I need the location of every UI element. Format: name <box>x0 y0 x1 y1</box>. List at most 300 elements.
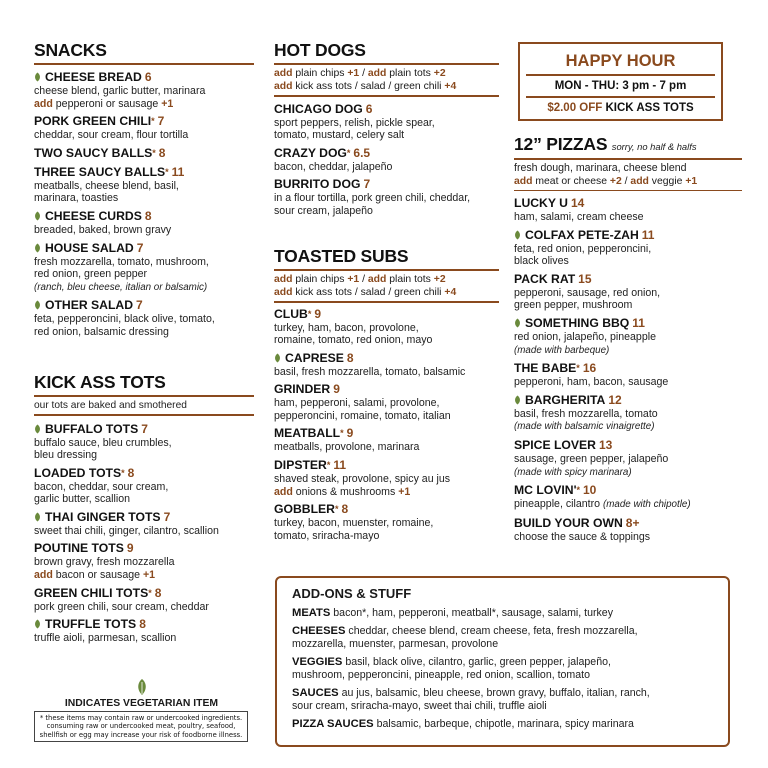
menu-item-description: truffle aioli, parmesan, scallion <box>34 632 177 645</box>
menu-item <box>34 209 254 237</box>
menu-item-price: 7 <box>157 114 165 129</box>
menu-item-description: romaine, tomato, red onion, mayo <box>274 334 433 347</box>
star-marker: * <box>326 460 331 471</box>
menu-item-name: BUFFALO TOTS <box>45 421 139 436</box>
star-marker: * <box>334 504 339 515</box>
menu-item-description: tomato, sriracha-mayo <box>274 529 380 542</box>
menu-item-name: MEATBALL <box>274 426 341 441</box>
add-on-line <box>292 669 713 682</box>
menu-item <box>34 241 254 295</box>
pizzas-section <box>514 134 742 543</box>
menu-item-price: 15 <box>578 271 592 286</box>
column-right <box>514 0 742 543</box>
add-on-options: mushroom, pepperoncini, pineapple, red onion, scallion, tomato <box>292 669 590 681</box>
menu-item <box>274 458 499 498</box>
vegetarian-legend <box>34 678 249 709</box>
leaf-icon <box>34 243 41 253</box>
leaf-icon <box>34 424 41 434</box>
leaf-icon <box>514 230 521 240</box>
star-marker: * <box>165 166 169 177</box>
menu-item-note: (made with chipotle) <box>602 499 691 511</box>
section-note: sorry, no half & halfs <box>611 141 697 152</box>
deal-item: KICK ASS TOTS <box>605 102 694 114</box>
add-on-category: MEATS <box>292 607 331 619</box>
menu-item-add-on <box>34 98 254 111</box>
menu-item-header <box>34 617 254 632</box>
menu-item-description: breaded, baked, brown gravy <box>34 223 172 236</box>
menu-item-price: 12 <box>608 392 622 407</box>
star-marker: * <box>576 363 580 374</box>
add-on-options: sour cream, sriracha-mayo, sweet thai chili, truffle aioli <box>292 700 547 712</box>
menu-item-description: red onion, balsamic dressing <box>34 325 169 338</box>
add-label: add <box>274 287 293 298</box>
menu-item-header <box>514 483 742 498</box>
menu-item-header <box>514 272 742 287</box>
disclaimer-line: consuming raw or undercooked meat, poultry, seafood, <box>46 722 236 731</box>
menu-item-description: ham, pepperoni, salami, provolone, <box>274 397 440 410</box>
add-text: plain chips <box>292 68 348 79</box>
divider <box>34 395 254 397</box>
divider <box>514 158 742 160</box>
section-title: 12” PIZZAS <box>514 134 608 154</box>
subs-section <box>274 246 499 542</box>
add-price: +1 <box>398 485 411 498</box>
menu-item-note <box>514 420 742 434</box>
menu-item-price: 8+ <box>625 515 640 530</box>
add-on-options: au jus, balsamic, bleu cheese, brown gravy, buffalo, italian, ranch, <box>341 687 650 699</box>
menu-item-name: LOADED TOTS <box>34 465 122 480</box>
menu-item <box>34 586 254 614</box>
menu-item-price: 6 <box>365 101 373 116</box>
add-on-line <box>274 286 499 299</box>
add-on-options: mozzarella, muenster, parmesan, provolone <box>292 638 499 650</box>
menu-item-description: red onion, jalapeño, pineapple <box>514 331 656 344</box>
menu-item-name: PORK GREEN CHILI <box>34 114 152 129</box>
menu-item-name: CHEESE CURDS <box>45 208 142 223</box>
menu-item-description: marinara, toasties <box>34 192 119 205</box>
menu-item <box>274 351 499 379</box>
menu-item-price: 9 <box>314 306 322 321</box>
leaf-icon <box>34 619 41 629</box>
leaf-icon <box>514 395 521 405</box>
menu-item <box>274 426 499 454</box>
divider <box>274 63 499 65</box>
menu-item-price: 11 <box>632 316 645 331</box>
menu-item-name: TWO SAUCY BALLS <box>34 145 153 160</box>
add-label: add <box>34 97 53 110</box>
add-on-line <box>274 273 499 286</box>
menu-item-header <box>274 382 499 397</box>
menu-item-price: 9 <box>126 541 134 556</box>
menu-item-header <box>274 426 499 441</box>
happy-hour-hours: MON - THU: 3 pm - 7 pm <box>554 80 687 92</box>
menu-item <box>514 393 742 434</box>
star-marker: * <box>121 467 125 478</box>
menu-list <box>514 196 742 543</box>
menu-item-description: cheese blend, garlic butter, marinara <box>34 85 206 97</box>
divider <box>274 301 499 303</box>
add-on-row <box>292 625 713 651</box>
menu-item <box>34 422 254 462</box>
divider <box>274 95 499 97</box>
note-text: (ranch, bleu cheese, italian or balsamic) <box>34 281 208 293</box>
divider <box>34 63 254 65</box>
star-marker: * <box>148 587 152 598</box>
add-price: +2 <box>433 68 446 79</box>
add-text: kick ass tots / salad / green chili <box>292 81 445 92</box>
menu-item-description <box>514 498 742 512</box>
menu-item-header <box>34 541 254 556</box>
menu-item <box>34 114 254 142</box>
add-text: pepperoni or sausage <box>52 97 162 110</box>
menu-item-name: LUCKY U <box>514 196 568 211</box>
add-on-category: CHEESES <box>292 625 346 637</box>
add-on-line <box>292 687 713 700</box>
menu-item-name: THREE SAUCY BALLS <box>34 164 166 179</box>
add-price: +4 <box>444 81 457 92</box>
menu-item-description: basil, fresh mozzarella, tomato <box>514 407 658 420</box>
add-label: add <box>367 274 387 285</box>
menu-item-header <box>34 422 254 437</box>
menu-item-description: meatballs, provolone, marinara <box>274 441 420 454</box>
menu-item-description: bacon, cheddar, jalapeño <box>274 160 393 173</box>
menu-item-price: 7 <box>141 421 148 436</box>
menu-item-header <box>34 241 254 256</box>
menu-item <box>514 196 742 224</box>
menu-item-description: shaved steak, provolone, spicy au jus <box>274 473 451 486</box>
section-title: KICK ASS TOTS <box>34 372 166 392</box>
add-text: kick ass tots / salad / green chili <box>292 287 445 298</box>
menu-item-description: sweet thai chili, ginger, cilantro, scallion <box>34 524 219 537</box>
menu-item-price: 13 <box>598 438 613 453</box>
menu-item-name: THAI GINGER TOTS <box>45 509 161 524</box>
menu-item-header <box>514 228 742 243</box>
menu-item-name: CRAZY DOG <box>274 145 347 160</box>
menu-item-description: ham, salami, cream cheese <box>514 211 644 224</box>
menu-item-price: 8 <box>346 350 354 365</box>
menu-item-note <box>514 466 742 480</box>
menu-item-description: choose the sauce & toppings <box>514 530 651 543</box>
leaf-icon <box>514 318 521 328</box>
add-on-line <box>274 67 499 80</box>
note-text: (made with barbeque) <box>514 344 610 356</box>
menu-item-name: GRINDER <box>274 382 331 397</box>
menu-item-description: bacon, cheddar, sour cream, <box>34 480 169 493</box>
menu-item <box>34 466 254 506</box>
add-label: add <box>274 81 293 92</box>
menu-item-description: garlic butter, scallion <box>34 493 130 506</box>
menu-item-header <box>274 307 499 322</box>
menu-item-price: 9 <box>333 382 340 397</box>
menu-item-name: BUILD YOUR OWN <box>514 515 623 530</box>
add-on-line <box>514 175 742 188</box>
menu-list <box>274 307 499 543</box>
menu-item-name: GOBBLER <box>274 502 335 517</box>
add-on-category: PIZZA SAUCES <box>292 718 374 730</box>
menu-item-description: buffalo sauce, bleu crumbles, <box>34 436 172 449</box>
menu-item-description: sour cream, jalapeño <box>274 204 373 217</box>
menu-item-header <box>514 393 742 408</box>
add-ons-box <box>275 576 730 747</box>
menu-item-price: 11 <box>171 164 185 179</box>
add-price: +1 <box>685 175 698 187</box>
menu-item-name: CAPRESE <box>285 350 344 365</box>
add-on-line <box>292 638 713 651</box>
column-middle <box>274 0 499 542</box>
add-price: +4 <box>444 287 457 298</box>
menu-item-price: 7 <box>136 298 143 313</box>
menu-item-name: MC LOVIN' <box>514 483 577 498</box>
menu-item-name: CLUB <box>274 306 308 321</box>
menu-item-header <box>34 586 254 601</box>
add-on-row <box>292 607 713 620</box>
menu-item-name: OTHER SALAD <box>45 298 134 313</box>
leaf-icon <box>34 512 41 522</box>
menu-item-description: red onion, green pepper <box>34 268 148 281</box>
menu-item <box>34 541 254 581</box>
section-title: HOT DOGS <box>274 40 366 60</box>
menu-item-price: 16 <box>582 361 597 376</box>
separator: / <box>359 274 368 285</box>
star-marker: * <box>340 428 344 439</box>
menu-item-description: pepperoni, ham, bacon, sausage <box>514 376 669 389</box>
menu-item-description: green pepper, mushroom <box>514 299 633 312</box>
menu-item-price: 8 <box>144 208 152 223</box>
menu-item-description: in a flour tortilla, pork green chili, cheddar, <box>274 192 471 205</box>
menu-item <box>514 272 742 312</box>
divider <box>514 190 742 192</box>
add-on-options: bacon*, ham, pepperoni, meatball*, sausage, salami, turkey <box>333 607 613 619</box>
add-on-row <box>292 718 713 731</box>
star-marker: * <box>576 485 580 496</box>
menu-item-description: brown gravy, fresh mozzarella <box>34 556 175 569</box>
menu-item-description: fresh mozzarella, tomato, mushroom, <box>34 255 209 268</box>
menu-item-price: 7 <box>363 177 371 192</box>
menu-item-description: cheddar, sour cream, flour tortilla <box>34 129 189 142</box>
menu-item-header <box>514 196 742 211</box>
pizza-base: fresh dough, marinara, cheese blend <box>514 162 687 174</box>
menu-item-price: 10 <box>583 483 597 498</box>
menu-item-note <box>514 344 742 358</box>
menu-item-description: feta, red onion, pepperoncini, <box>514 242 652 255</box>
snacks-section <box>34 40 254 339</box>
menu-item-price: 6.5 <box>353 145 371 160</box>
menu-item-price: 14 <box>570 196 585 211</box>
tots-section <box>34 372 254 645</box>
separator: / <box>621 175 631 187</box>
add-on-row <box>292 656 713 682</box>
menu-item-description: sport peppers, relish, pickle spear, <box>274 116 435 129</box>
menu-item-price: 11 <box>641 227 655 242</box>
menu-item-header <box>274 458 499 473</box>
add-on-category: VEGGIES <box>292 656 343 668</box>
menu-item <box>274 382 499 422</box>
add-text: plain chips <box>292 274 348 285</box>
menu-item-price: 9 <box>346 426 354 441</box>
menu-item-name: SOMETHING BBQ <box>525 316 630 331</box>
add-label: add <box>514 175 533 187</box>
menu-item-header <box>34 298 254 313</box>
menu-item-name: CHICAGO DOG <box>274 101 363 116</box>
menu-item-name: PACK RAT <box>514 271 576 286</box>
add-price: +1 <box>347 274 360 285</box>
add-label: add <box>274 68 293 79</box>
divider <box>274 269 499 271</box>
divider <box>34 414 254 416</box>
menu-item <box>34 165 254 205</box>
menu-item-price: 8 <box>341 502 349 517</box>
add-on-line <box>292 718 713 731</box>
add-text: onions & mushrooms <box>292 485 399 498</box>
menu-item <box>514 483 742 512</box>
add-on-options: basil, black olive, cilantro, garlic, green pepper, jalapeño, <box>345 656 611 668</box>
note-text: (made with spicy marinara) <box>514 466 632 478</box>
vegetarian-legend-label: INDICATES VEGETARIAN ITEM <box>64 698 219 709</box>
leaf-icon <box>34 211 41 221</box>
section-header <box>514 134 742 155</box>
add-text: plain tots <box>386 274 434 285</box>
menu-item-header <box>34 209 254 224</box>
add-ons-list <box>292 607 713 731</box>
add-on-line <box>274 80 499 93</box>
menu-item-header <box>274 502 499 517</box>
add-label: add <box>367 68 387 79</box>
happy-hour-title: HAPPY HOUR <box>565 52 676 70</box>
menu-item <box>274 502 499 542</box>
menu-item-description: feta, pepperoncini, black olive, tomato, <box>34 313 215 326</box>
menu-item-description: turkey, bacon, muenster, romaine, <box>274 517 434 530</box>
add-text: bacon or sausage <box>52 569 143 582</box>
menu-item-description: basil, fresh mozzarella, tomato, balsamic <box>274 365 466 378</box>
menu-item-header <box>514 516 742 531</box>
add-label: add <box>274 485 293 498</box>
add-label: add <box>34 569 53 582</box>
add-on-options: balsamic, barbeque, chipotle, marinara, spicy marinara <box>376 718 634 730</box>
menu-item-description: tomato, mustard, celery salt <box>274 129 405 142</box>
menu-item-header <box>34 70 254 85</box>
leaf-icon <box>136 678 148 696</box>
menu-item <box>34 298 254 338</box>
menu-item-name: POUTINE TOTS <box>34 541 124 556</box>
section-subtitle: our tots are baked and smothered <box>34 400 187 411</box>
add-price: +1 <box>142 569 156 582</box>
menu-item-description: pepperoni, sausage, red onion, <box>514 286 661 299</box>
menu-item-name: HOUSE SALAD <box>45 240 134 255</box>
menu-item-price: 7 <box>136 240 144 255</box>
menu-item <box>514 438 742 479</box>
add-on-line <box>292 700 713 713</box>
separator: / <box>359 68 368 79</box>
menu-item-name: BURRITO DOG <box>274 177 361 192</box>
menu-item-header <box>34 165 254 180</box>
menu-item-add-on <box>274 486 499 499</box>
add-price: +2 <box>433 274 446 285</box>
add-price: +1 <box>347 68 360 79</box>
menu-item-description: black olives <box>514 255 569 268</box>
menu-item-header <box>274 177 499 192</box>
menu-item-name: CHEESE BREAD <box>45 70 142 84</box>
menu-item-note <box>34 281 254 295</box>
menu-item-header <box>514 316 742 331</box>
menu-item <box>34 146 254 161</box>
add-on-options: cheddar, cheese blend, cream cheese, feta, fresh mozzarella, <box>348 625 638 637</box>
add-ons-title: ADD-ONS & STUFF <box>292 586 412 601</box>
menu-item-header <box>34 146 254 161</box>
menu-item-price: 11 <box>333 458 347 473</box>
menu-item-add-on <box>34 569 254 582</box>
disclaimer-line: * these items may contain raw or undercooked ingredients. <box>39 714 243 722</box>
menu-item <box>514 516 742 544</box>
add-text: meat or cheese <box>532 175 610 187</box>
menu-item-description: meatballs, cheese blend, basil, <box>34 179 179 192</box>
menu-item-price: 8 <box>127 465 135 480</box>
star-marker: * <box>346 147 351 158</box>
hot-dogs-section <box>274 40 499 217</box>
add-on-line <box>292 607 713 620</box>
add-price: +2 <box>609 175 622 187</box>
menu-item-price: 8 <box>154 585 162 600</box>
menu-item-description: bleu dressing <box>34 449 98 462</box>
leaf-icon <box>274 353 281 363</box>
menu-item-name: SPICE LOVER <box>514 438 596 453</box>
deal-price: $2.00 OFF <box>547 102 603 114</box>
disclaimer-line: shellfish or egg may increase your risk of foodborne illness. <box>39 730 243 739</box>
menu-item-description: turkey, ham, bacon, provolone, <box>274 321 419 334</box>
menu-item-description: pepperoncini, romaine, tomato, italian <box>274 409 451 422</box>
add-on-row <box>292 687 713 713</box>
menu-item-name: DIPSTER <box>274 458 327 473</box>
add-text: plain tots <box>386 68 434 79</box>
menu-item-name: BARGHERITA <box>525 392 606 407</box>
star-marker: * <box>151 116 155 127</box>
menu-item-header <box>34 466 254 481</box>
menu-list <box>274 102 499 218</box>
menu-item-description: pork green chili, sour cream, cheddar <box>34 600 209 613</box>
note-text: (made with balsamic vinaigrette) <box>514 421 655 433</box>
menu-item <box>274 102 499 142</box>
menu-item <box>34 617 254 645</box>
menu-item-price: 7 <box>163 509 171 524</box>
menu-item-header <box>514 438 742 453</box>
star-marker: * <box>307 308 312 319</box>
leaf-icon <box>34 300 41 310</box>
add-label: add <box>630 175 649 187</box>
menu-item <box>274 177 499 217</box>
menu-item <box>514 316 742 357</box>
menu-item-header <box>274 102 499 117</box>
menu-list <box>34 70 254 339</box>
menu-item-price: 8 <box>139 617 146 632</box>
menu-item <box>514 361 742 389</box>
menu-item <box>274 146 499 174</box>
menu-item-header <box>34 114 254 129</box>
menu-item-name: COLFAX PETE-ZAH <box>525 227 639 242</box>
food-safety-disclaimer <box>34 711 248 742</box>
menu-item-header <box>274 351 499 366</box>
section-title: SNACKS <box>34 40 107 60</box>
menu-item <box>34 510 254 538</box>
menu-item <box>274 307 499 347</box>
add-on-category: SAUCES <box>292 687 339 699</box>
menu-item-name: TRUFFLE TOTS <box>45 617 137 632</box>
add-text: veggie <box>648 175 686 187</box>
menu-item-description: sausage, green pepper, jalapeño <box>514 453 669 466</box>
add-on-line <box>292 625 713 638</box>
section-title: TOASTED SUBS <box>274 246 409 266</box>
add-price: +1 <box>161 97 174 110</box>
column-left <box>34 0 254 645</box>
description-text: pineapple, cilantro <box>514 498 600 511</box>
